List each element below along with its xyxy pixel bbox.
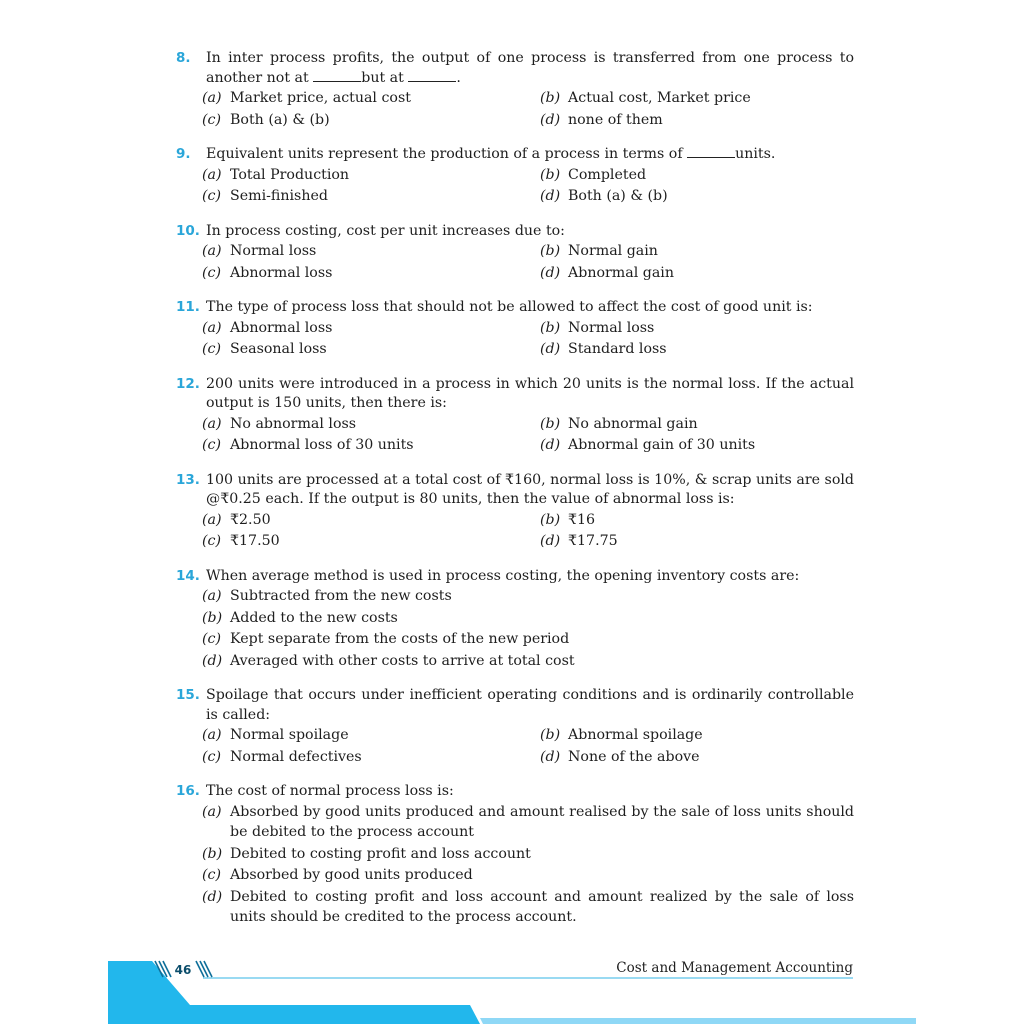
question-text-part: 100 units are processed at a total cost of ₹160, normal loss is 10%, & scrap units are sold @₹0.25 each. If the output is 80 units, then the value of abnormal loss is: xyxy=(206,471,854,507)
option-c xyxy=(202,339,540,360)
option-text: Abnormal gain xyxy=(568,264,674,281)
option-c xyxy=(202,435,540,456)
option-b xyxy=(540,318,854,339)
option-text: Abnormal spoilage xyxy=(568,727,703,743)
option-letter: (c) xyxy=(202,631,222,647)
option-text: ₹2.50 xyxy=(230,511,271,528)
option-b xyxy=(202,608,854,629)
option-letter: (b) xyxy=(202,609,223,626)
option-d xyxy=(202,651,854,672)
option-letter: (a) xyxy=(202,803,222,820)
option-letter: (a) xyxy=(202,319,222,336)
options xyxy=(202,510,854,552)
option-letter: (b) xyxy=(540,243,561,259)
option-text: Absorbed by good units produced xyxy=(230,867,473,883)
option-text: Abnormal loss of 30 units xyxy=(230,437,414,453)
option-letter: (b) xyxy=(540,166,561,183)
option-letter: (d) xyxy=(540,341,561,357)
question-text-part: The type of process loss that should not be allowed to affect the cost of good unit is: xyxy=(206,299,813,315)
option-letter: (c) xyxy=(202,264,222,281)
question-stem xyxy=(176,222,854,242)
option-text: Absorbed by good units produced and amount realised by the sale of loss units should be debited to the process account xyxy=(230,803,854,840)
option-letter: (a) xyxy=(202,727,222,743)
options xyxy=(202,318,854,360)
option-text: Seasonal loss xyxy=(230,341,327,357)
question-text xyxy=(206,222,854,242)
option-letter: (a) xyxy=(202,90,222,106)
question-number: 13. xyxy=(176,471,200,488)
option-text: Abnormal loss xyxy=(230,319,333,336)
page-footer xyxy=(0,955,1024,1024)
question-text-part: but at xyxy=(361,69,409,86)
question-number: 15. xyxy=(176,687,200,703)
option-b xyxy=(202,844,854,865)
option-letter: (c) xyxy=(202,867,222,883)
question-16 xyxy=(176,782,854,928)
option-letter: (c) xyxy=(202,748,222,765)
option-text: Normal defectives xyxy=(230,748,362,765)
question-14 xyxy=(176,567,854,672)
question-stem xyxy=(176,471,854,510)
option-b xyxy=(540,241,854,262)
option-letter: (d) xyxy=(540,748,561,765)
options xyxy=(202,802,854,928)
option-letter: (c) xyxy=(202,111,222,128)
option-d xyxy=(540,339,854,360)
option-a xyxy=(202,802,854,843)
option-letter: (d) xyxy=(540,264,561,281)
option-d xyxy=(540,435,854,456)
option-letter: (c) xyxy=(202,533,222,549)
option-letter: (b) xyxy=(540,415,561,432)
option-c xyxy=(202,865,854,886)
question-stem xyxy=(176,145,854,165)
option-text: No abnormal gain xyxy=(568,415,698,432)
question-stem xyxy=(176,686,854,725)
option-letter: (c) xyxy=(202,437,222,453)
option-letter: (b) xyxy=(540,511,561,528)
option-letter: (b) xyxy=(540,319,561,336)
question-stem xyxy=(176,567,854,587)
options xyxy=(202,414,854,456)
option-text: Both (a) & (b) xyxy=(230,111,330,128)
option-text: Normal spoilage xyxy=(230,727,349,743)
option-text: Completed xyxy=(568,166,647,183)
question-stem xyxy=(176,375,854,414)
option-text: Standard loss xyxy=(568,341,667,357)
option-text: Subtracted from the new costs xyxy=(230,588,452,604)
question-stem xyxy=(176,782,854,802)
option-a xyxy=(202,88,540,109)
question-text-part: 200 units were introduced in a process in which 20 units is the normal loss. If the actual output is 150 units, then there is: xyxy=(206,375,854,411)
book-title: Cost and Management Accounting xyxy=(616,960,853,976)
fill-in-blank xyxy=(687,145,735,158)
question-text-part: units. xyxy=(735,146,776,162)
option-b xyxy=(540,88,854,109)
question-13 xyxy=(176,471,854,552)
question-number: 16. xyxy=(176,783,200,799)
question-text xyxy=(206,782,854,802)
option-letter: (c) xyxy=(202,341,222,357)
option-letter: (d) xyxy=(540,111,561,128)
option-b xyxy=(540,510,854,531)
option-a xyxy=(202,725,540,746)
option-text: None of the above xyxy=(568,748,700,765)
question-text xyxy=(206,145,854,165)
option-letter: (a) xyxy=(202,511,222,528)
question-text xyxy=(206,375,854,414)
option-d xyxy=(540,747,854,768)
question-number: 9. xyxy=(176,146,191,162)
option-c xyxy=(202,263,540,284)
option-letter: (d) xyxy=(540,188,561,204)
option-b xyxy=(540,165,854,186)
question-text-part: When average method is used in process costing, the opening inventory costs are: xyxy=(206,567,800,584)
option-letter: (a) xyxy=(202,415,222,432)
option-letter: (b) xyxy=(202,845,223,862)
option-letter: (b) xyxy=(540,727,561,743)
option-letter: (b) xyxy=(540,90,561,106)
options xyxy=(202,241,854,283)
option-text: ₹17.75 xyxy=(568,533,618,549)
page-number: 46 xyxy=(174,963,192,977)
option-text: Normal gain xyxy=(568,243,658,259)
option-text: ₹17.50 xyxy=(230,533,280,549)
question-text xyxy=(206,298,854,318)
option-text: Debited to costing profit and loss account and amount realized by the sale of loss units should be credited to the process account. xyxy=(230,888,854,925)
question-text-part: Spoilage that occurs under inefficient operating conditions and is ordinarily controllable is called: xyxy=(206,687,854,723)
option-d xyxy=(202,887,854,928)
option-text: Abnormal loss xyxy=(230,264,333,281)
option-text: Kept separate from the costs of the new period xyxy=(230,631,570,647)
question-text xyxy=(206,471,854,510)
question-text-part: In process costing, cost per unit increases due to: xyxy=(206,222,565,239)
option-d xyxy=(540,110,854,131)
question-12 xyxy=(176,375,854,456)
option-letter: (d) xyxy=(202,888,223,905)
question-text-part: The cost of normal process loss is: xyxy=(206,783,454,799)
option-text: Abnormal gain of 30 units xyxy=(568,437,756,453)
option-text: Both (a) & (b) xyxy=(568,188,668,204)
question-8 xyxy=(176,49,854,130)
question-9 xyxy=(176,145,854,207)
question-text-part: In inter process profits, the output of one process is transferred from one process to another not at xyxy=(206,50,854,86)
options xyxy=(202,725,854,767)
option-b xyxy=(540,725,854,746)
question-number: 12. xyxy=(176,375,200,392)
option-c xyxy=(202,186,540,207)
option-d xyxy=(540,531,854,552)
question-11 xyxy=(176,298,854,360)
question-stem xyxy=(176,49,854,88)
option-a xyxy=(202,318,540,339)
option-a xyxy=(202,510,540,531)
question-list xyxy=(176,49,854,943)
option-a xyxy=(202,165,540,186)
option-text: Averaged with other costs to arrive at total cost xyxy=(230,652,575,669)
option-text: No abnormal loss xyxy=(230,415,357,432)
options xyxy=(202,165,854,207)
option-letter: (d) xyxy=(540,437,561,453)
option-text: Normal loss xyxy=(230,243,317,259)
option-text: Semi-finished xyxy=(230,188,328,204)
question-text-part: Equivalent units represent the production of a process in terms of xyxy=(206,146,688,162)
option-text: ₹16 xyxy=(568,511,596,528)
option-c xyxy=(202,110,540,131)
option-text: none of them xyxy=(568,111,663,128)
option-a xyxy=(202,586,854,607)
option-letter: (a) xyxy=(202,166,222,183)
option-text: Normal loss xyxy=(568,319,655,336)
option-text: Market price, actual cost xyxy=(230,90,411,106)
fill-in-blank xyxy=(408,69,456,82)
question-text-part: . xyxy=(456,69,461,86)
option-letter: (c) xyxy=(202,188,222,204)
option-c xyxy=(202,531,540,552)
question-text xyxy=(206,49,854,88)
question-stem xyxy=(176,298,854,318)
option-text: Actual cost, Market price xyxy=(568,90,751,106)
option-letter: (d) xyxy=(540,533,561,549)
question-10 xyxy=(176,222,854,284)
question-number: 11. xyxy=(176,299,200,315)
option-d xyxy=(540,186,854,207)
option-a xyxy=(202,414,540,435)
question-15 xyxy=(176,686,854,767)
option-text: Debited to costing profit and loss account xyxy=(230,845,531,862)
options xyxy=(202,586,854,671)
option-a xyxy=(202,241,540,262)
option-c xyxy=(202,747,540,768)
option-text: Total Production xyxy=(230,166,350,183)
options xyxy=(202,88,854,130)
option-c xyxy=(202,629,854,650)
footer-decoration xyxy=(0,955,1024,1024)
option-b xyxy=(540,414,854,435)
question-number: 10. xyxy=(176,222,200,239)
question-text xyxy=(206,686,854,725)
option-text: Added to the new costs xyxy=(230,609,398,626)
option-letter: (a) xyxy=(202,243,222,259)
question-number: 8. xyxy=(176,50,191,66)
option-letter: (d) xyxy=(202,652,223,669)
footer-light-strip xyxy=(480,1018,916,1024)
question-number: 14. xyxy=(176,567,200,584)
fill-in-blank xyxy=(313,69,361,82)
option-d xyxy=(540,263,854,284)
question-text xyxy=(206,567,854,587)
option-letter: (a) xyxy=(202,588,222,604)
